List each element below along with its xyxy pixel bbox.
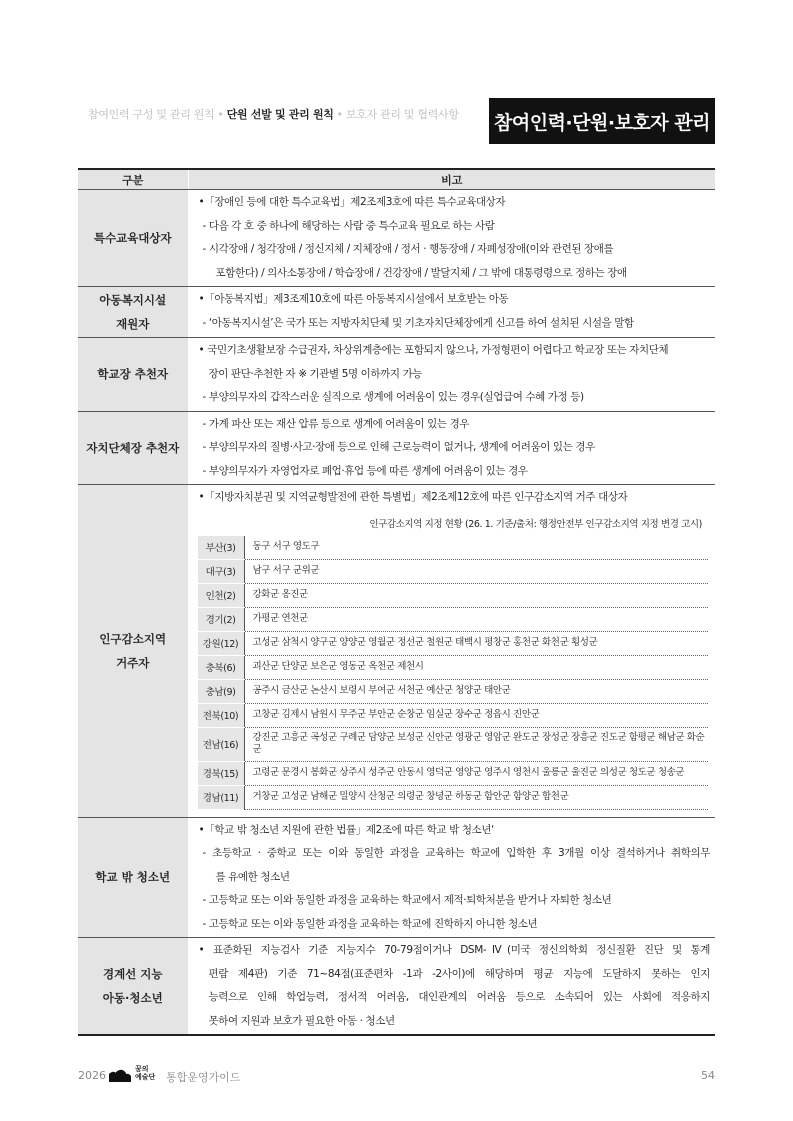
column-header-category: 구분 <box>78 169 188 190</box>
region-province: 경북(15) <box>198 761 245 785</box>
row-remarks <box>188 411 715 485</box>
row-category <box>78 190 188 287</box>
row-category-line: 학교 밖 청소년 <box>95 870 171 885</box>
remark-line: - 고등학교 또는 이와 동일한 과정을 교육하는 학교에서 제적·퇴학처분을 받거나 자퇴한 청소년 <box>202 894 612 906</box>
page-header <box>78 98 715 144</box>
breadcrumb-item-2[interactable]: 보호자 관리 및 협력사항 <box>345 108 459 121</box>
brand-logo-icon <box>108 1067 132 1083</box>
remark-line: - 다음 각 호 중 하나에 해당하는 사람 중 특수교육 필요로 하는 사람 <box>202 219 495 232</box>
row-category-line: 경계선 지능 <box>102 967 163 981</box>
row-category <box>78 817 188 938</box>
row-remarks <box>188 287 715 338</box>
region-districts: 강진군 고흥군 곡성군 구례군 담양군 보성군 신안군 영광군 영암군 완도군 장성군 장흥군 진도군 함평군 해남군 화순군 <box>244 727 708 761</box>
row-category <box>78 338 188 412</box>
row-category-line: 아동·청소년 <box>102 991 163 1005</box>
row-category <box>78 938 188 1036</box>
remark-line: •「아동복지법」제3조제10호에 따른 아동복지시설에서 보호받는 아동 <box>198 293 509 305</box>
remark-line: - 부양의무자의 질병·사고·장애 등으로 인해 근로능력이 없거나, 생계에 어려움이 있는 경우 <box>202 441 595 453</box>
region-row <box>198 536 708 560</box>
page-number: 54 <box>701 1069 715 1082</box>
region-row <box>198 559 708 583</box>
breadcrumb-separator: • <box>217 108 224 121</box>
remark-line: 편람 제4판) 기준 71~84점(표준편차 -1과 -2사이)에 해당하며 평균 지능에 도달하지 못하는 인지 <box>208 967 710 980</box>
row-remarks <box>188 817 715 938</box>
table-row <box>78 938 715 1036</box>
region-province: 경남(11) <box>198 785 245 809</box>
region-districts: 가평군 연천군 <box>244 607 708 631</box>
region-districts: 고창군 김제시 남원시 무주군 부안군 순창군 임실군 장수군 정읍시 진안군 <box>244 703 708 727</box>
remark-line: - 가계 파산 또는 재산 압류 등으로 생계에 어려움이 있는 경우 <box>202 417 470 430</box>
breadcrumb-item-1[interactable]: 단원 선발 및 관리 원칙 <box>226 108 334 121</box>
region-districts: 남구 서구 군위군 <box>244 559 708 583</box>
region-source-note: 인구감소지역 지정 현황 (26. 1. 기준/출처: 행정안전부 인구감소지역 지정 변경 고시) <box>369 518 702 530</box>
section-title: 참여인력·단원·보호자 관리 <box>489 98 715 144</box>
remark-line: - 부양의무자의 갑작스러운 실직으로 생계에 어려움이 있는 경우(실업급여 수혜 가정 등) <box>202 391 584 403</box>
table-header-row <box>78 169 715 190</box>
region-row <box>198 583 708 607</box>
row-category-line: 재원자 <box>116 317 150 331</box>
row-category <box>78 485 188 818</box>
region-province: 부산(3) <box>198 536 245 560</box>
table-row <box>78 817 715 938</box>
column-header-remarks: 비고 <box>188 169 715 190</box>
page-footer <box>78 1066 715 1086</box>
table-row <box>78 411 715 485</box>
remark-line: - ‘아동복지시설’은 국가 또는 지방자치단체 및 기초자치단체장에게 신고를 하여 설치된 시설을 말함 <box>202 316 634 329</box>
remark-line: • 국민기초생활보장 수급권자, 차상위계층에는 포함되지 않으나, 가정형편이 어렵다고 학교장 또는 자치단체 <box>198 344 669 356</box>
region-province: 전북(10) <box>198 703 245 727</box>
region-row <box>198 761 708 785</box>
row-category <box>78 287 188 338</box>
remark-line: •「학교 밖 청소년 지원에 관한 법률」제2조에 따른 학교 밖 청소년‘ <box>198 823 494 836</box>
remark-line: •「장애인 등에 대한 특수교육법」제2조제3호에 따른 특수교육대상자 <box>198 196 506 208</box>
region-province: 충남(9) <box>198 679 245 703</box>
region-row <box>198 785 708 809</box>
row-category-line: 자치단체장 추천자 <box>86 440 180 455</box>
remark-line: 포함한다) / 의사소통장애 / 학습장애 / 건강장애 / 발달지체 / 그 밖에 대통령령으로 정하는 장애 <box>215 266 627 279</box>
region-row <box>198 655 708 679</box>
region-row <box>198 607 708 631</box>
region-row <box>198 631 708 655</box>
region-province: 대구(3) <box>198 559 245 583</box>
row-category <box>78 411 188 485</box>
region-districts: 공주시 금산군 논산시 보령시 부여군 서천군 예산군 청양군 태안군 <box>244 679 708 703</box>
row-category-line: 아동복지시설 <box>99 293 167 307</box>
table-row <box>78 287 715 338</box>
row-remarks <box>188 938 715 1036</box>
region-province: 강원(12) <box>198 631 245 655</box>
breadcrumb-separator: • <box>336 108 343 121</box>
region-districts: 괴산군 단양군 보은군 영동군 옥천군 제천시 <box>244 655 708 679</box>
row-category-line: 거주자 <box>116 655 150 670</box>
footer-guide-title: 통합운영가이드 <box>166 1071 241 1084</box>
region-province: 경기(2) <box>198 607 245 631</box>
breadcrumb <box>88 106 459 122</box>
region-districts: 고성군 삼척시 양구군 양양군 영월군 정선군 철원군 태백시 평창군 홍천군 화천군 횡성군 <box>244 631 708 655</box>
footer-year: 2026 <box>78 1069 106 1082</box>
region-districts: 강화군 옹진군 <box>244 583 708 607</box>
region-row <box>198 703 708 727</box>
remark-line: 못하여 지원과 보호가 필요한 아동 · 청소년 <box>208 1014 395 1027</box>
region-districts: 고령군 문경시 봉화군 상주시 성주군 안동시 영덕군 영양군 영주시 영천시 울릉군 울진군 의성군 청도군 청송군 <box>244 761 708 785</box>
row-category-line: 특수교육대상자 <box>93 231 172 245</box>
remark-line: 를 유예한 청소년 <box>215 870 290 883</box>
eligibility-table <box>78 168 715 1036</box>
remark-line: - 시각장애 / 청각장애 / 정신지체 / 지체장애 / 정서 · 행동장애 / 자폐성장애(이와 관련된 장애를 <box>202 243 614 255</box>
remark-line: - 고등학교 또는 이와 동일한 과정을 교육하는 학교에 진학하지 아니한 청소년 <box>202 917 538 930</box>
region-districts: 거창군 고성군 남해군 밀양시 산청군 의령군 창녕군 하동군 함안군 함양군 합천군 <box>244 785 708 809</box>
row-remarks <box>188 190 715 287</box>
remark-line: •「지방자치분권 및 지역균형발전에 관한 특별법」제2조제12호에 따른 인구감소지역 거주 대상자 <box>198 491 628 503</box>
row-remarks <box>188 338 715 412</box>
table-row <box>78 338 715 412</box>
region-province: 전남(16) <box>198 727 245 761</box>
remark-line: 장이 판단·추천한 자 ※ 기관별 5명 이하까지 가능 <box>208 367 423 380</box>
remark-line: 능력으로 인해 학업능력, 정서적 어려움, 대인관계의 어려움 등으로 소속되어 있는 사회에 적응하지 <box>208 991 710 1003</box>
row-remarks <box>188 485 715 818</box>
remark-line: • 표준화된 지능검사 기준 지능지수 70-79점이거나 DSM-Ⅳ(미국 정신의학회 정신질환 진단 및 통계 <box>198 944 710 956</box>
region-row <box>198 679 708 703</box>
remark-line: - 초등학교 · 중학교 또는 이와 동일한 과정을 교육하는 학교에 입학한 후 3개월 이상 결석하거나 취학의무 <box>202 847 710 859</box>
brand-name: 꿈의 예술단 <box>135 1065 156 1081</box>
depopulation-region-table <box>198 536 708 810</box>
region-province: 충북(6) <box>198 655 245 679</box>
breadcrumb-item-0[interactable]: 참여인력 구성 및 관리 원칙 <box>88 108 215 121</box>
table-row <box>78 190 715 287</box>
row-category-line: 인구감소지역 <box>99 631 167 646</box>
region-province: 인천(2) <box>198 583 245 607</box>
row-category-line: 학교장 추천자 <box>97 367 169 382</box>
region-districts: 동구 서구 영도구 <box>244 536 708 560</box>
region-row <box>198 727 708 761</box>
remark-line: - 부양의무자가 자영업자로 폐업·휴업 등에 따른 생계에 어려움이 있는 경우 <box>202 464 528 477</box>
table-row <box>78 485 715 818</box>
